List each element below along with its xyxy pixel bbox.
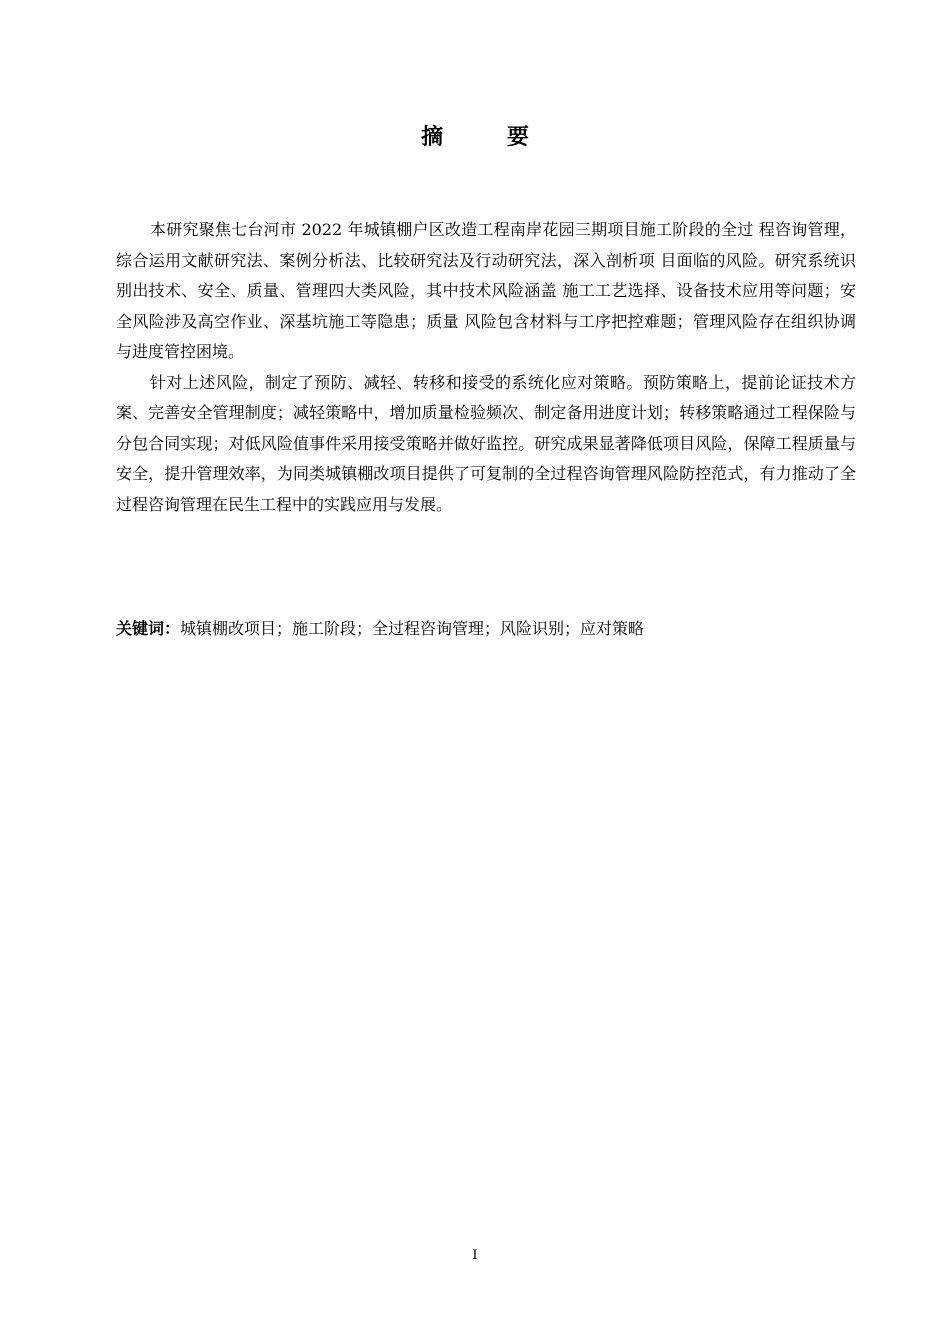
keywords-text: 城镇棚改项目；施工阶段；全过程咨询管理；风险识别；应对策略 xyxy=(180,619,645,638)
abstract-body xyxy=(116,215,856,520)
abstract-paragraph-1: 本研究聚焦七台河市 2022 年城镇棚户区改造工程南岸花园三期项目施工阶段的全过 程咨询管理，综合运用文献研究法、案例分析法、比较研究法及行动研究法，深入剖析项 目面临的风险。研究系统识别出技术、安全、质量、管理四大类风险，其中技术风险涵盖 施工工艺选择、设备技术应用等问题；安全风险涉及高空作业、深基坑施工等隐患；质量 风险包含材料与工序把控难题；管理风险存在组织协调与进度管控困境。 xyxy=(116,220,856,361)
keywords-label: 关键词： xyxy=(116,619,181,638)
page-number: I xyxy=(472,1248,478,1263)
keywords-line xyxy=(116,614,856,644)
abstract-paragraph-2: 针对上述风险，制定了预防、减轻、转移和接受的系统化应对策略。预防策略上，提前论证技术方案、完善安全管理制度；减轻策略中，增加质量检验频次、制定备用进度计划；转移策略通过工程保险与分包合同实现；对低风险值事件采用接受策略并做好监控。研究成果显著降低项目风险，保障工程质量与安全，提升管理效率，为同类城镇棚改项目提供了可复制的全过程咨询管理风险防控范式，有力推动了全过程咨询管理在民生工程中的实践应用与发展。 xyxy=(116,372,856,514)
page-title: 摘 要 xyxy=(421,125,557,150)
